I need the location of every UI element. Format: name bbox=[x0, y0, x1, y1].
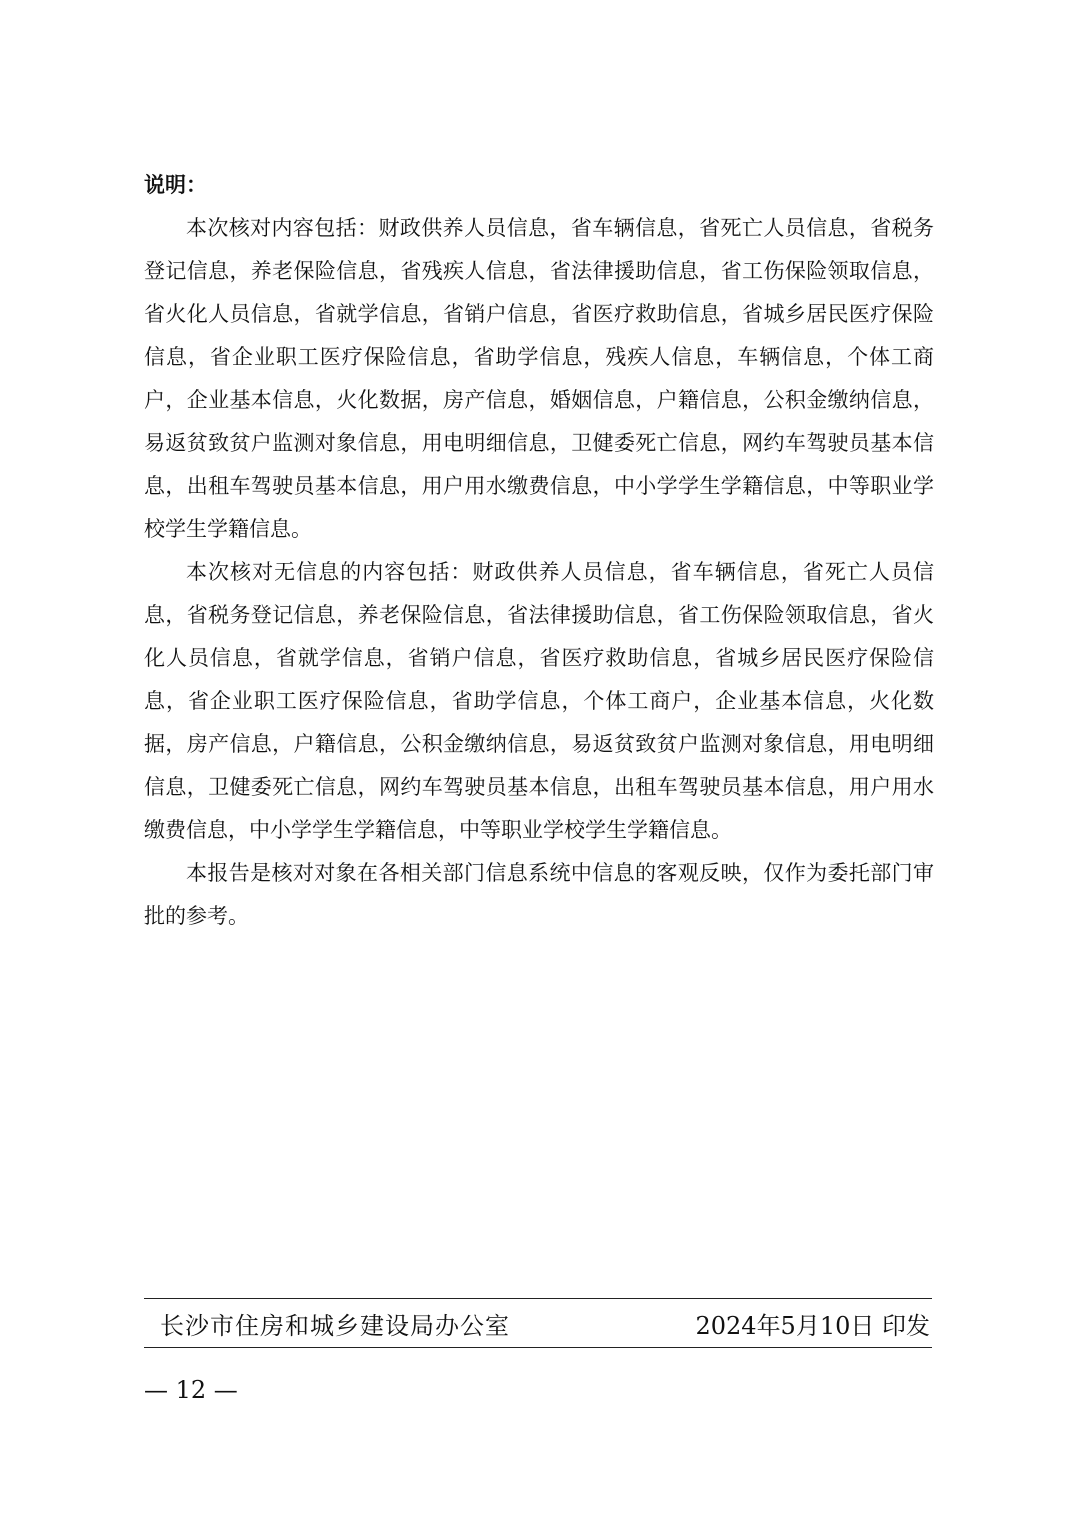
footer-divider-top bbox=[144, 1298, 932, 1299]
document-body bbox=[144, 164, 934, 938]
issue-date: 2024年5月10日 印发 bbox=[695, 1312, 930, 1340]
paragraph-no-info-contents: 本次核对无信息的内容包括：财政供养人员信息，省车辆信息，省死亡人员信息，省税务登记信息，养老保险信息，省法律援助信息，省工伤保险领取信息，省火化人员信息，省就学信息，省销户信息，省医疗救助信息，省城乡居民医疗保险信息，省企业职工医疗保险信息，省助学信息，个体工商户，企业基本信息，火化数据，房产信息，户籍信息，公积金缴纳信息，易返贫致贫户监测对象信息，用电明细信息，卫健委死亡信息，网约车驾驶员基本信息，出租车驾驶员基本信息，用户用水缴费信息，中小学学生学籍信息，中等职业学校学生学籍信息。 bbox=[144, 560, 934, 842]
issuer-name: 长沙市住房和城乡建设局办公室 bbox=[160, 1312, 510, 1340]
paragraph-report-disclaimer: 本报告是核对对象在各相关部门信息系统中信息的客观反映，仅作为委托部门审批的参考。 bbox=[144, 861, 934, 928]
footer-divider-bottom bbox=[144, 1347, 932, 1348]
issuance-footer bbox=[144, 1306, 932, 1346]
paragraph-checked-contents: 本次核对内容包括：财政供养人员信息，省车辆信息，省死亡人员信息，省税务登记信息，养老保险信息，省残疾人信息，省法律援助信息，省工伤保险领取信息，省火化人员信息，省就学信息，省销户信息，省医疗救助信息，省城乡居民医疗保险信息，省企业职工医疗保险信息，省助学信息，残疾人信息，车辆信息，个体工商户，企业基本信息，火化数据，房产信息，婚姻信息，户籍信息，公积金缴纳信息，易返贫致贫户监测对象信息，用电明细信息，卫健委死亡信息，网约车驾驶员基本信息，出租车驾驶员基本信息，用户用水缴费信息，中小学学生学籍信息，中等职业学校学生学籍信息。 bbox=[144, 216, 934, 541]
page-number: — 12 — bbox=[144, 1376, 238, 1404]
section-heading: 说明： bbox=[144, 173, 207, 197]
